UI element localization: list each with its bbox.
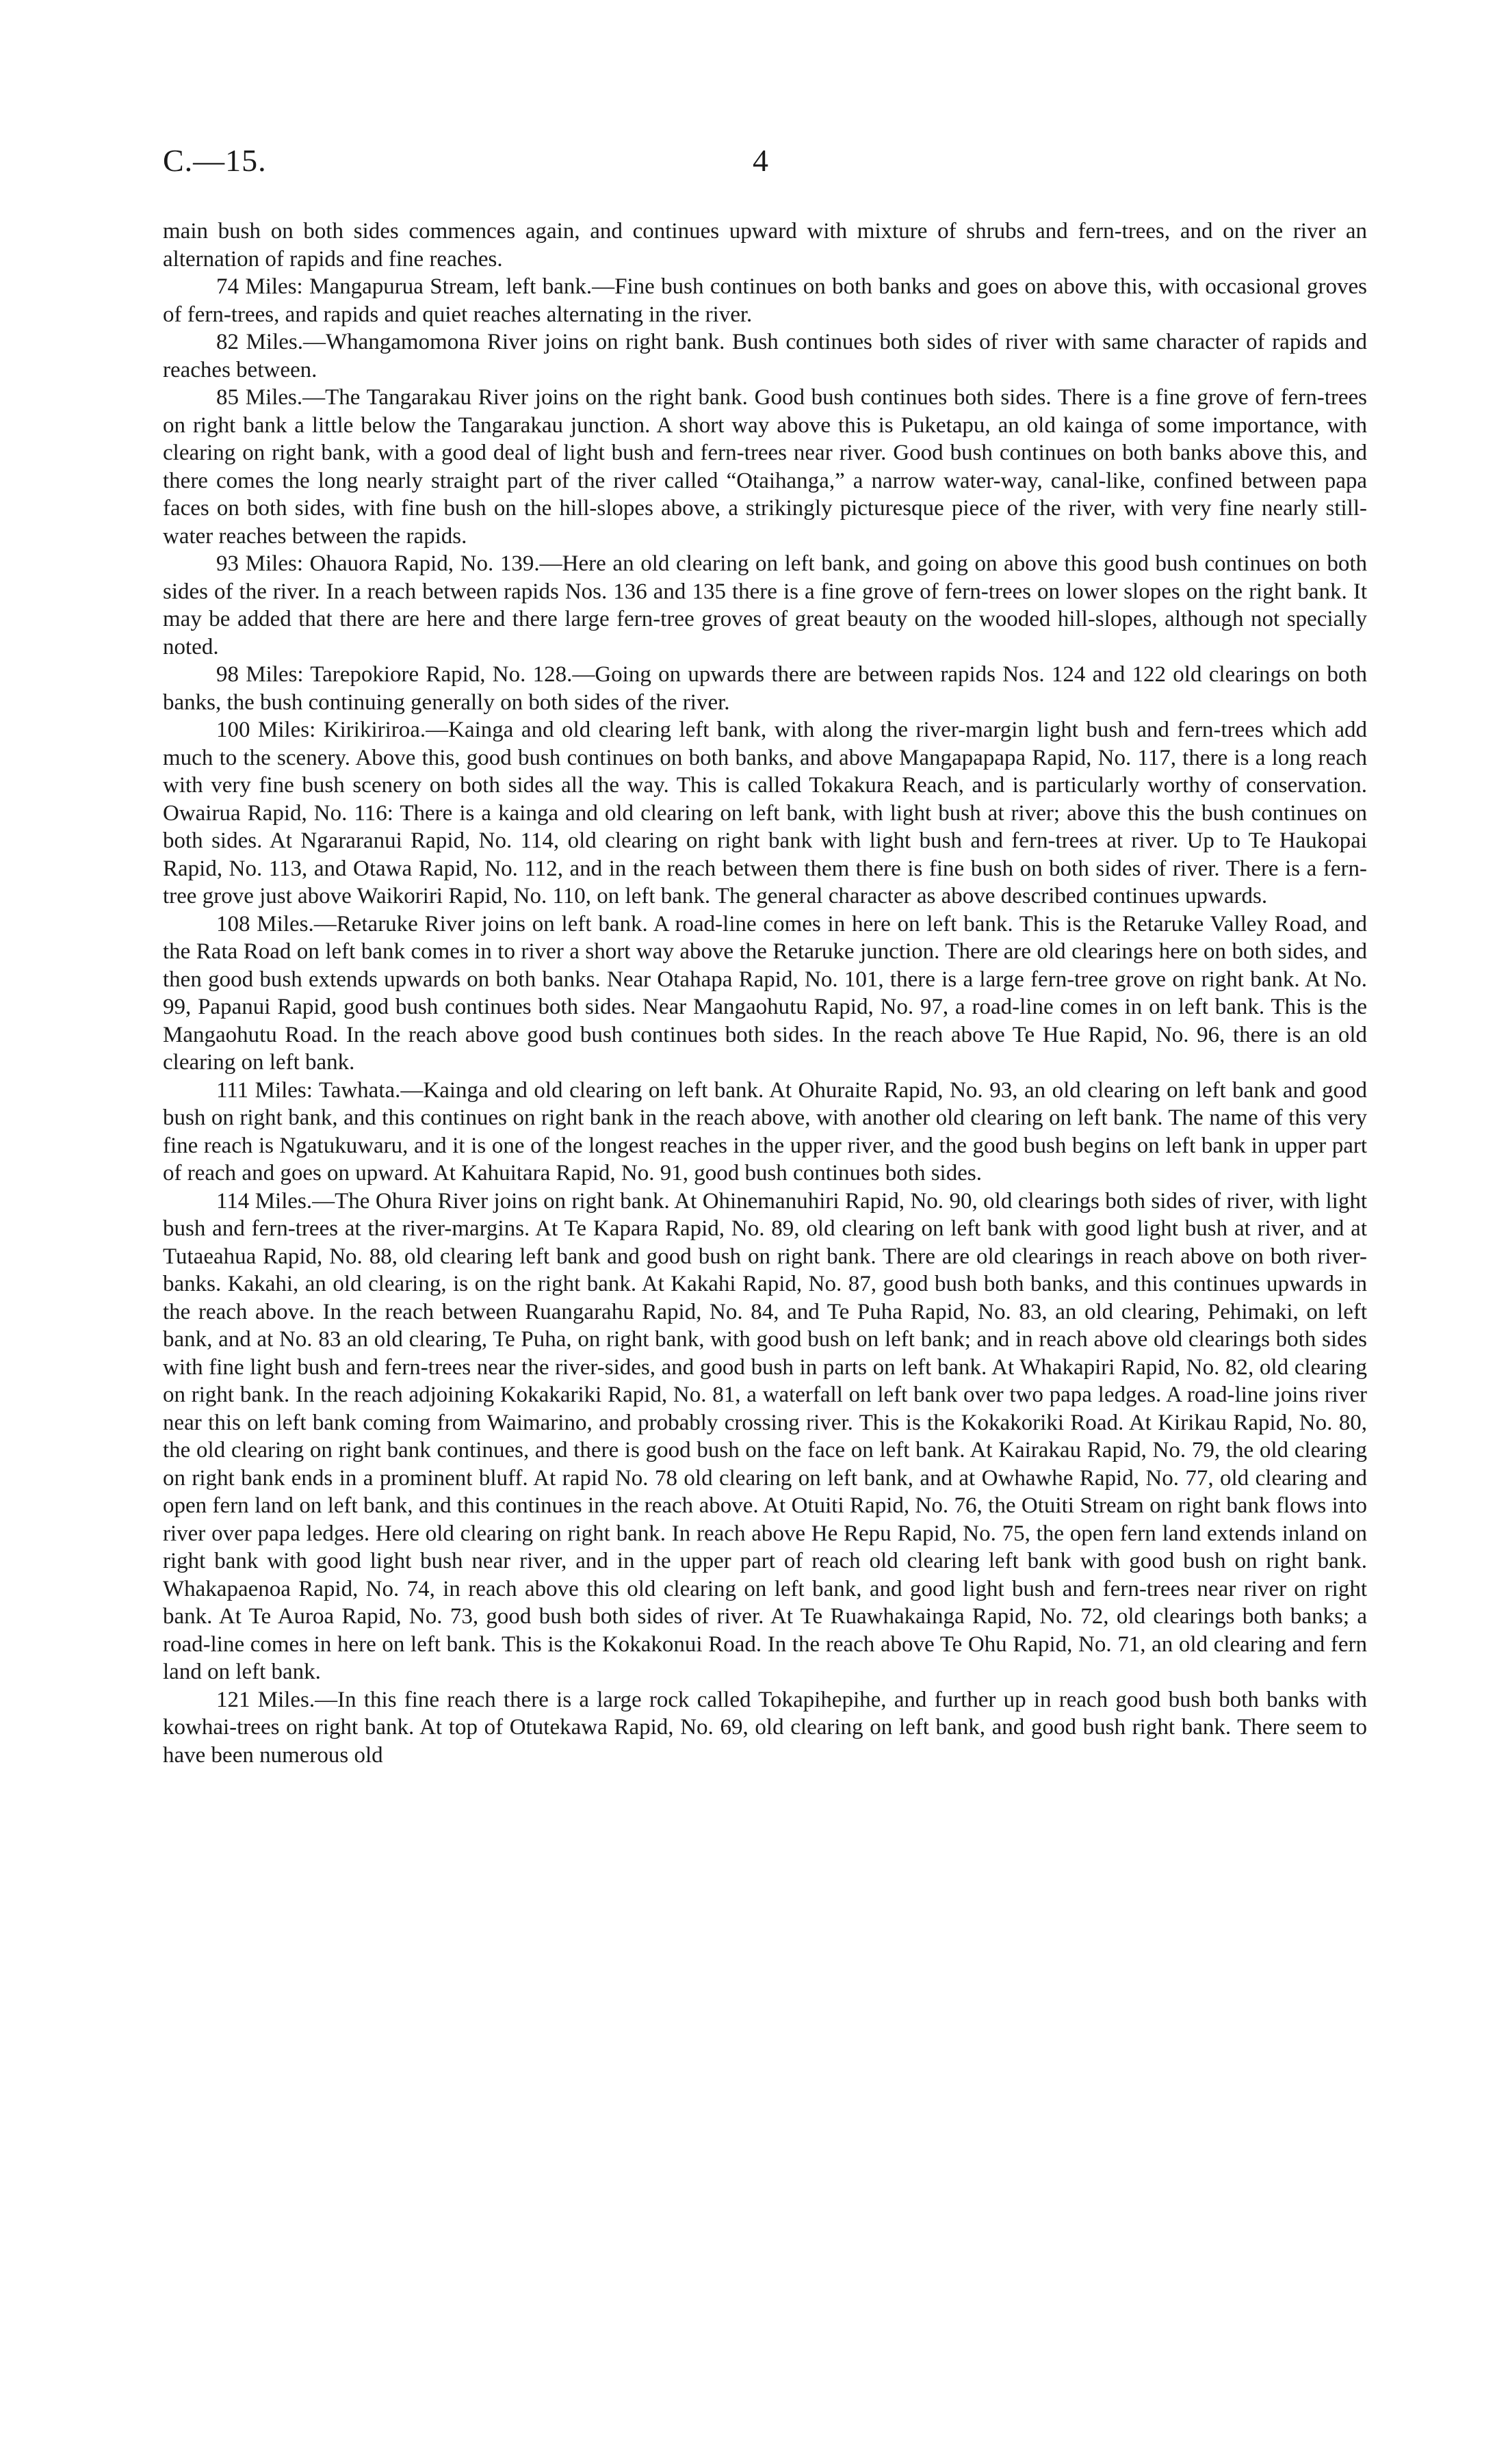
paragraph-74-miles: 74 Miles: Mangapurua Stream, left bank.—Fine bush continues on both banks and goes on above this, with occasional groves of fern-trees, and rapids and quiet reaches alternating in the river. [163,274,1367,327]
paragraph-85-miles: 85 Miles.—The Tangarakau River joins on the right bank. Good bush continues both sides. There is a fine grove of fern-trees on right bank a little below the Tangarakau junction. A short way above this is Puketapu, an old kainga of some importance, with clearing on right bank, with a good deal of light bush and fern-trees near river. Good bush continues on both banks above this, and there comes the long nearly straight part of the river called “Otaihanga,” a narrow water-way, canal-like, confined between papa faces on both sides, with fine bush on the hill-slopes above, a strikingly picturesque piece of the river, with very fine nearly still-water reaches between the rapids. [163,385,1367,549]
paragraph-111-miles: 111 Miles: Tawhata.—Kainga and old clearing on left bank. At Ohuraite Rapid, No. 93, an old clearing on left bank and good bush on right bank, and this continues on right bank in the reach above, with another old clearing on left bank. The name of this very fine reach is Ngatukuwaru, and it is one of the longest reaches in the upper river, and the good bush begins on left bank in upper part of reach and goes on upward. At Kahuitara Rapid, No. 91, good bush continues both sides. [163,1077,1367,1185]
page-number: 4 [753,143,768,178]
paragraph-93-miles: 93 Miles: Ohauora Rapid, No. 139.—Here an old clearing on left bank, and going on above this good bush continues on both sides of the river. In a reach between rapids Nos. 136 and 135 there is a fine grove of fern-trees on lower slopes on the right bank. It may be added that there are here and there large fern-tree groves of great beauty on the wooded hill-slopes, although not specially noted. [163,551,1367,659]
paragraph-98-miles: 98 Miles: Tarepokiore Rapid, No. 128.—Going on upwards there are between rapids Nos. 124 and 122 old clearings on both banks, the bush continuing generally on both sides of the river. [163,662,1367,715]
paragraph-114-miles: 114 Miles.—The Ohura River joins on right bank. At Ohinemanuhiri Rapid, No. 90, old clearings both sides of river, with light bush and fern-trees at the river-margins. At Te Kapara Rapid, No. 89, old clearing on left bank with good light bush at river, and at Tutaeahua Rapid, No. 88, old clearing left bank and good bush on right bank. There are old clearings in reach above on both river-banks. Kakahi, an old clearing, is on the right bank. At Kakahi Rapid, No. 87, good bush both banks, and this continues upwards in the reach above. In the reach between Ruangarahu Rapid, No. 84, and Te Puha Rapid, No. 83, an old clearing, Pehimaki, on left bank, and at No. 83 an old clearing, Te Puha, on right bank, with good bush on left bank; and in reach above old clearings both sides with fine light bush and fern-trees near the river-sides, and good bush in parts on left bank. At Whakapiri Rapid, No. 82, old clearing on right bank. In the reach adjoining Kokakariki Rapid, No. 81, a waterfall on left bank over two papa ledges. A road-line joins river near this on left bank coming from Waimarino, and probably crossing river. This is the Kokakoriki Road. At Kirikau Rapid, No. 80, the old clearing on right bank continues, and there is good bush on the face on left bank. At Kairakau Rapid, No. 79, the old clearing on right bank ends in a prominent bluff. At rapid No. 78 old clearing on left bank, and at Owhawhe Rapid, No. 77, old clearing and open fern land on left bank, and this continues in the reach above. At Otuiti Rapid, No. 76, the Otuiti Stream on right bank flows into river over papa ledges. Here old clearing on right bank. In reach above He Repu Rapid, No. 75, the open fern land extends inland on right bank with good light bush near river, and in the upper part of reach old clearing left bank with good bush on right bank. Whakapaenoa Rapid, No. 74, in reach above this old clearing on left bank, and good light bush and fern-trees near river on right bank. At Te Auroa Rapid, No. 73, good bush both sides of river. At Te Ruawhakainga Rapid, No. 72, old clearings both banks; a road-line comes in here on left bank. This is the Kokakonui Road. In the reach above Te Ohu Rapid, No. 71, an old clearing and fern land on left bank. [163,1188,1367,1684]
page-code: C.—15. [163,143,267,178]
paragraph-121-miles: 121 Miles.—In this fine reach there is a large rock called Tokapihepihe, and further up in reach good bush both banks with kowhai-trees on right bank. At top of Otutekawa Rapid, No. 69, old clearing on left bank, and good bush right bank. There seem to have been numerous old [163,1687,1367,1768]
body-text [163,218,1367,1769]
paragraph-108-miles: 108 Miles.—Retaruke River joins on left bank. A road-line comes in here on left bank. This is the Retaruke Valley Road, and the Rata Road on left bank comes in to river a short way above the Retaruke junction. There are old clearings here on both sides, and then good bush extends upwards on both banks. Near Otahapa Rapid, No. 101, there is a large fern-tree grove on right bank. At No. 99, Papanui Rapid, good bush continues both sides. Near Mangaohutu Rapid, No. 97, a road-line comes in on left bank. This is the Mangaohutu Road. In the reach above good bush continues both sides. In the reach above Te Hue Rapid, No. 96, there is an old clearing on left bank. [163,911,1367,1075]
paragraph-82-miles: 82 Miles.—Whangamomona River joins on right bank. Bush continues both sides of river with same character of rapids and reaches between. [163,330,1367,382]
page-header [163,142,1367,190]
paragraph-100-miles: 100 Miles: Kirikiriroa.—Kainga and old clearing left bank, with along the river-margin light bush and fern-trees which add much to the scenery. Above this, good bush continues on both banks, and above Mangapapapa Rapid, No. 117, there is a long reach with very fine bush scenery on both sides all the way. This is called Tokakura Reach, and is particularly worthy of conservation. Owairua Rapid, No. 116: There is a kainga and old clearing on left bank, with light bush at river; above this the bush continues on both sides. At Ngararanui Rapid, No. 114, old clearing on right bank with light bush and fern-trees at river. Up to Te Haukopai Rapid, No. 113, and Otawa Rapid, No. 112, and in the reach between them there is fine bush on both sides of river. There is a fern-tree grove just above Waikoriri Rapid, No. 110, on left bank. The general character as above described continues upwards. [163,718,1367,908]
paragraph-continuation: main bush on both sides commences again, and continues upward with mixture of shrubs and fern-trees, and on the river an alternation of rapids and fine reaches. [163,219,1367,272]
